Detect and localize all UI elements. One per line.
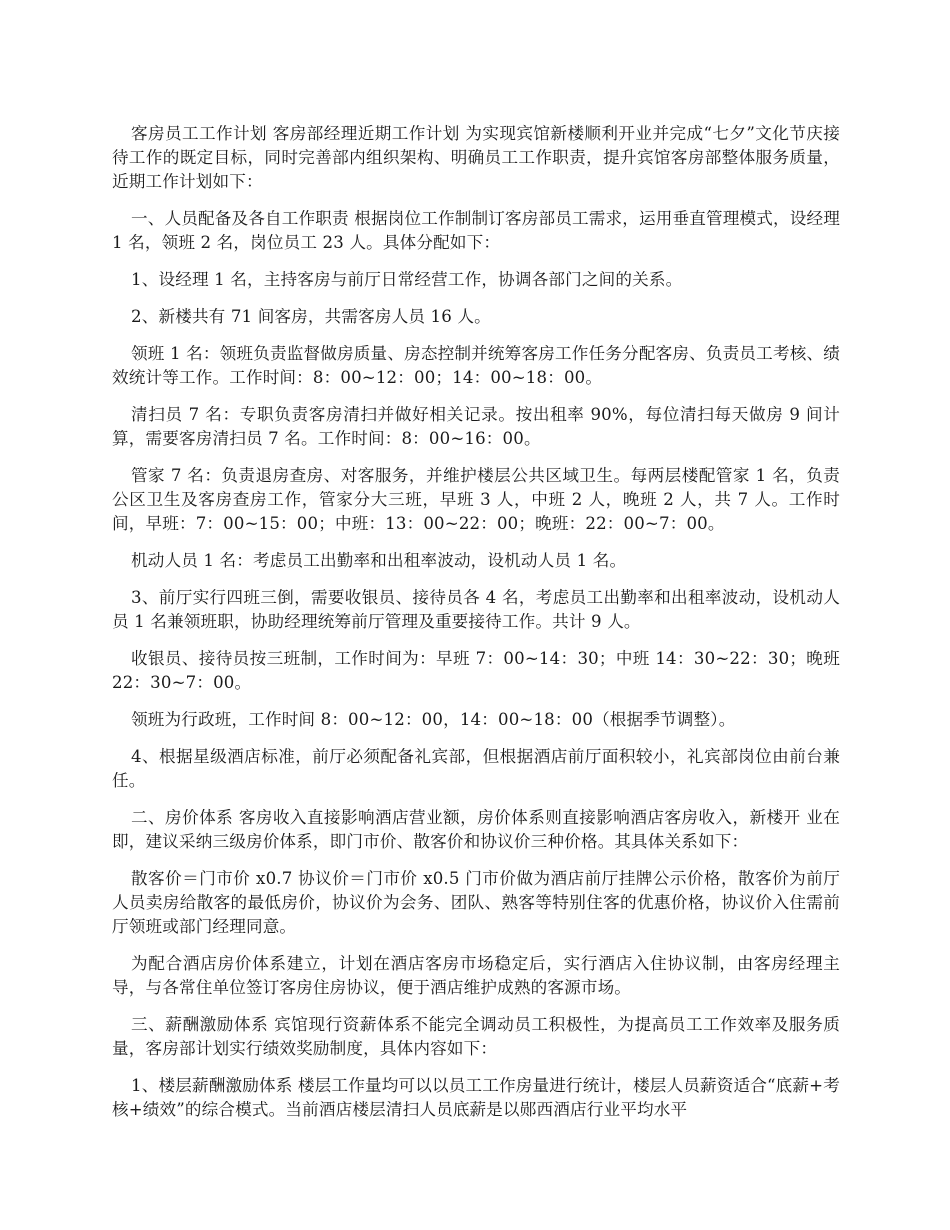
section-staffing-paragraph: 一、人员配备及各自工作职责 根据岗位工作制制订客房部员工需求，运用垂直管理模式，设经理 1 名，领班 2 名，岗位员工 23 人。具体分配如下：	[112, 209, 840, 252]
concierge-paragraph: 4、根据星级酒店标准，前厅必须配备礼宾部，但根据酒店前厅面积较小，礼宾部岗位由前台兼任。	[112, 747, 840, 790]
housekeeper-paragraph: 管家 7 名：负责退房查房、对客服务，并维护楼层公共区域卫生。每两层楼配管家 1 名，负责公区卫生及客房查房工作，管家分大三班，早班 3 人，中班 2 人，晚班 2 人，共 7 人。工作时间，早班：7：00~15：00；中班：13：00~22：00；晚班：22：00~7：00。	[112, 466, 840, 533]
intro-paragraph: 客房员工工作计划 客房部经理近期工作计划 为实现宾馆新楼顺利开业并完成“七夕”文化节庆接待工作的既定目标，同时完善部内组织架构、明确员工工作职责，提升宾馆客房部整体服务质量，近期工作计划如下：	[112, 124, 840, 191]
room-staff-paragraph: 2、新楼共有 71 间客房，共需客房人员 16 人。	[131, 307, 491, 326]
flex-staff-paragraph: 机动人员 1 名：考虑员工出勤率和出租率波动，设机动人员 1 名。	[131, 551, 627, 570]
cashier-shift-paragraph: 收银员、接待员按三班制，工作时间为：早班 7：00~14：30；中班 14：30~22：30；晚班 22：30~7：00。	[112, 649, 840, 692]
cleaner-paragraph: 清扫员 7 名：专职负责客房清扫并做好相关记录。按出租率 90%，每位清扫每天做房 9 间计算，需要客房清扫员 7 名。工作时间：8：00~16：00。	[112, 405, 840, 448]
front-desk-paragraph: 3、前厅实行四班三倒，需要收银员、接待员各 4 名，考虑员工出勤率和出租率波动，设机动人员 1 名兼领班职，协助经理统筹前厅管理及重要接待工作。共计 9 人。	[112, 588, 840, 631]
admin-shift-paragraph: 领班为行政班，工作时间 8：00~12：00，14：00~18：00（根据季节调整）。	[131, 710, 736, 729]
section-pricing-paragraph: 二、房价体系 客房收入直接影响酒店营业额，房价体系则直接影响酒店客房收入，新楼开 业在即，建议采纳三级房价体系，即门市价、散客价和协议价三种价格。其具体关系如下：	[112, 808, 840, 851]
price-formula-paragraph: 散客价＝门市价 x0.7 协议价＝门市价 x0.5 门市价做为酒店前厅挂牌公示价格，散客价为前厅人员卖房给散客的最低房价，协议价为会务、团队、熟客等特别住客的优惠价格，协议价入住需前厅领班或部门经理同意。	[112, 869, 840, 936]
document-body	[112, 122, 840, 1135]
manager-paragraph: 1、设经理 1 名，主持客房与前厅日常经营工作，协调各部门之间的关系。	[131, 270, 683, 289]
floor-compensation-paragraph: 1、楼层薪酬激励体系 楼层工作量均可以以员工工作房量进行统计，楼层人员薪资适合“底薪+考核+绩效”的综合模式。当前酒店楼层清扫人员底薪是以郧西酒店行业平均水平	[112, 1076, 840, 1119]
section-compensation-paragraph: 三、薪酬激励体系 宾馆现行资薪体系不能完全调动员工积极性，为提高员工工作效率及服务质量，客房部计划实行绩效奖励制度，具体内容如下：	[112, 1015, 840, 1058]
supervisor-paragraph: 领班 1 名：领班负责监督做房质量、房态控制并统筹客房工作任务分配客房、负责员工考核、绩效统计等工作。工作时间：8：00~12：00；14：00~18：00。	[112, 344, 840, 387]
agreement-paragraph: 为配合酒店房价体系建立，计划在酒店客房市场稳定后，实行酒店入住协议制，由客房经理主导，与各常住单位签订客房住房协议，便于酒店维护成熟的客源市场。	[112, 954, 840, 997]
